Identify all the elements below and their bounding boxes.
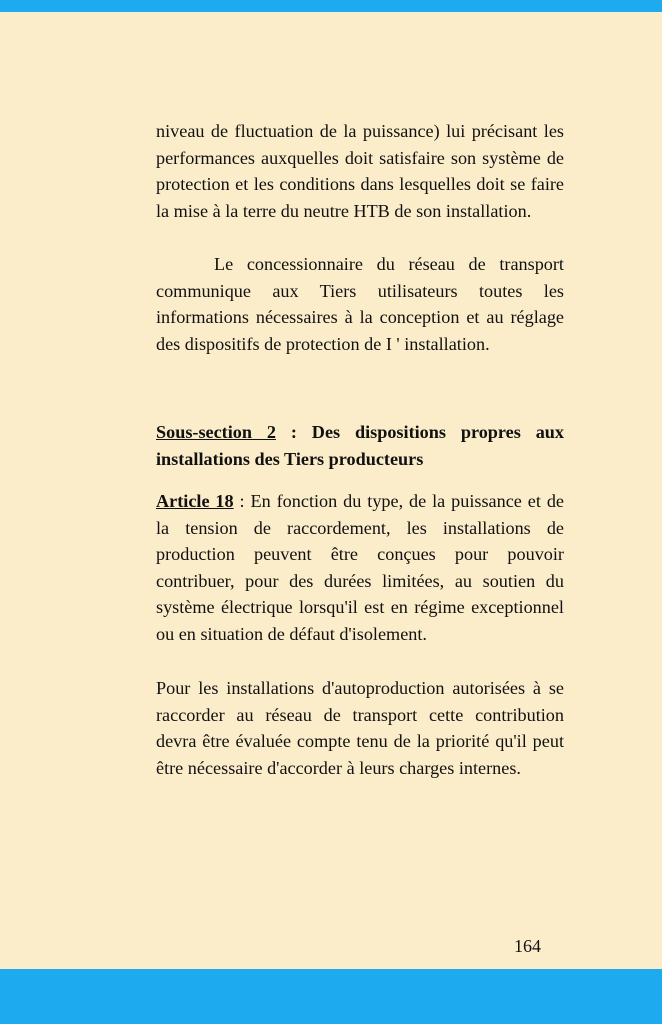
article-label: Article 18 (156, 491, 234, 511)
subsection-label: Sous-section 2 (156, 422, 276, 442)
article-text: : En fonction du type, de la puissance et de la tension de raccordement, les installations de production peuvent être conçues pour pouvoir contribuer, pour des durées limitées, au soutien du système électrique lorsqu'il est en régime exceptionnel ou en situation de défaut d'isolement. (156, 491, 564, 644)
page-number: 164 (514, 936, 541, 956)
subsection-title: : Des dispositions propres aux installations des Tiers producteurs (156, 422, 564, 469)
page-content (156, 118, 564, 781)
paragraph-concessionnaire: Le concessionnaire du réseau de transport communique aux Tiers utilisateurs toutes les informations nécessaires à la conception et au réglage des dispositifs de protection de I ' installation. (156, 254, 564, 354)
article-18 (156, 488, 564, 647)
paragraph-continuation: niveau de fluctuation de la puissance) lui précisant les performances auxquelles doit satisfaire son système de protection et les conditions dans lesquelles doit se faire la mise à la terre du neutre HTB de son installation. (156, 121, 564, 221)
subsection-heading (156, 419, 564, 472)
paragraph-autoproduction: Pour les installations d'autoproduction autorisées à se raccorder au réseau de transport cette contribution devra être évaluée compte tenu de la priorité qu'il peut être nécessaire d'accorder à leurs charges internes. (156, 678, 564, 778)
top-bar (0, 0, 662, 12)
bottom-bar (0, 969, 662, 1024)
